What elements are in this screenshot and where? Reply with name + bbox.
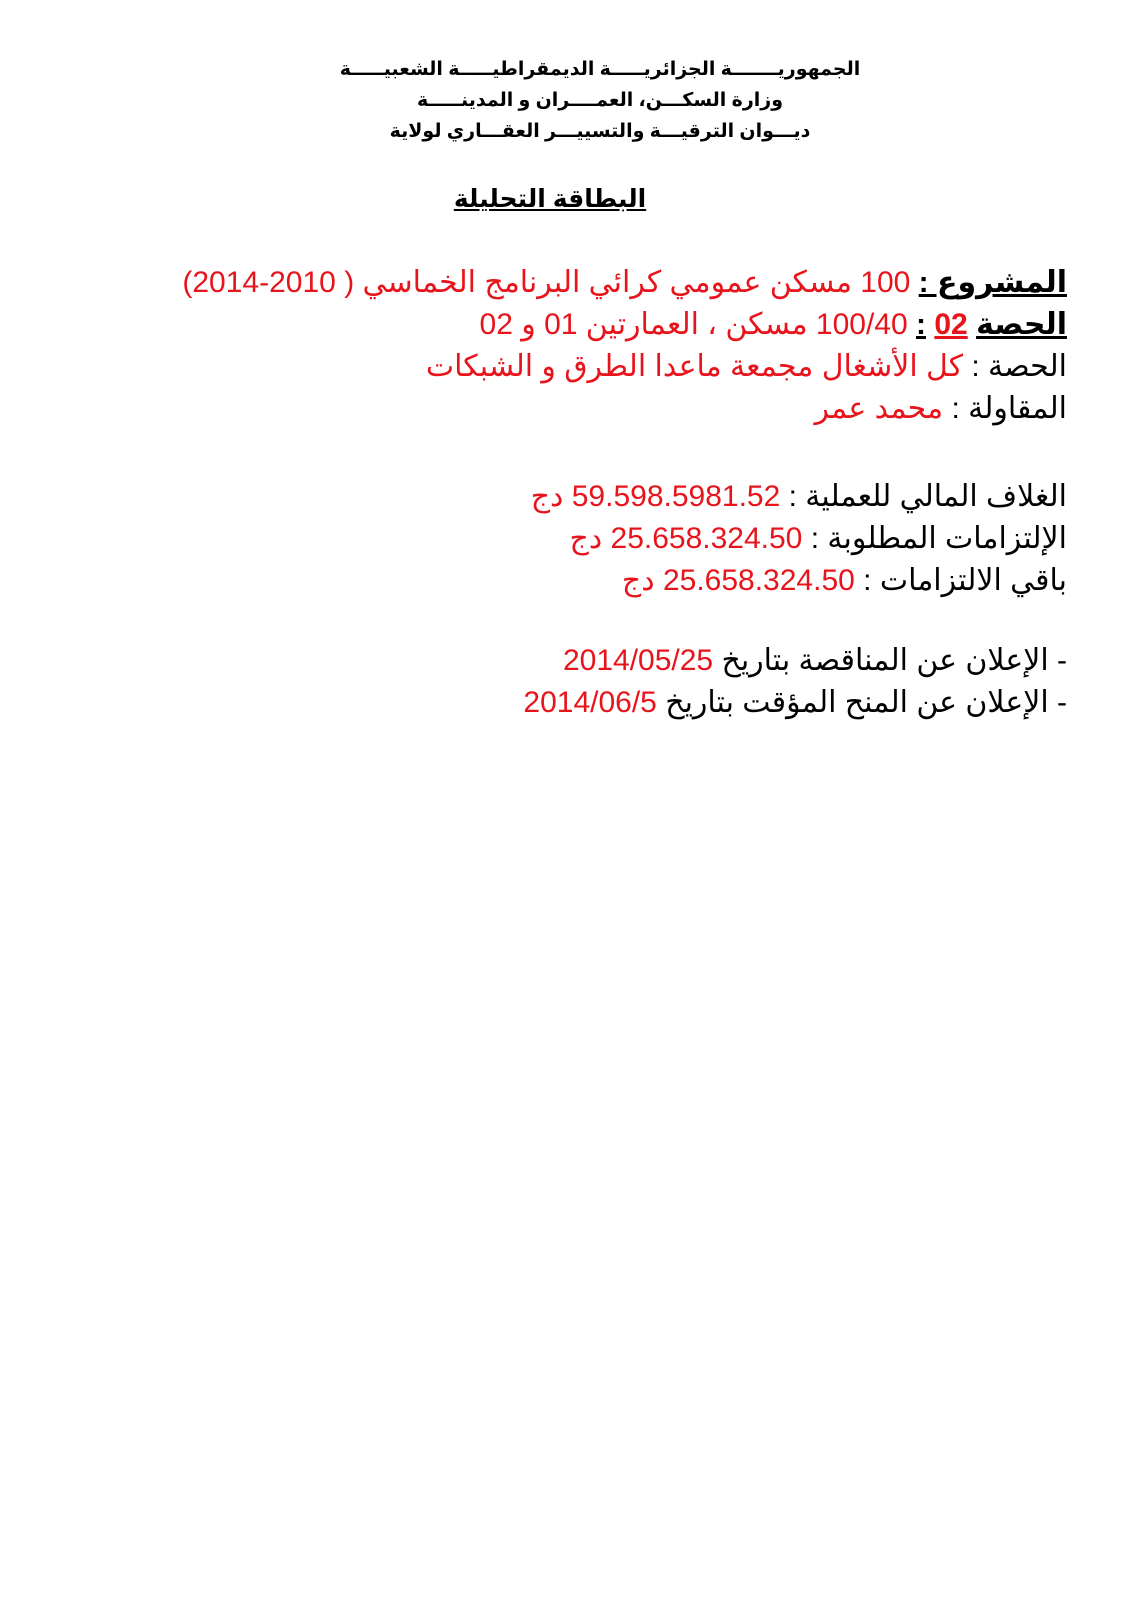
project-line	[67, 262, 1067, 304]
award-label: - الإعلان عن المنح المؤقت بتاريخ	[665, 686, 1067, 719]
project-info	[67, 262, 1067, 430]
tender-date: 2014/05/25	[562, 644, 714, 677]
lot-separator: :	[916, 308, 926, 341]
commitments-line	[67, 518, 1067, 560]
finance-info	[67, 476, 1067, 602]
document-title: البطاقة التحليلة	[453, 185, 647, 213]
lot-line	[67, 304, 1067, 346]
contractor-line	[67, 388, 1067, 430]
project-label: المشروع :	[918, 266, 1067, 299]
lot-detail-line	[67, 346, 1067, 388]
tender-announcement-line	[67, 640, 1067, 682]
letterhead	[300, 54, 900, 147]
project-value: 100 مسكن عمومي كرائي البرنامج الخماسي ( 2010-2014)	[182, 266, 911, 299]
envelope-label: الغلاف المالي للعملية :	[788, 480, 1067, 513]
envelope-line	[67, 476, 1067, 518]
award-date: 2014/06/5	[523, 686, 657, 719]
envelope-value: 59.598.5981.52 دج	[530, 480, 781, 513]
commitments-value: 25.658.324.50 دج	[569, 522, 803, 555]
lot-detail-label: الحصة :	[971, 350, 1067, 383]
contractor-value: محمد عمر	[814, 392, 944, 425]
letterhead-office: ديـــوان الترقيـــة والتسييـــر العقـــاري لولاية	[389, 121, 811, 142]
letterhead-ministry: وزارة السكـــن، العمــــران و المدينـــــة	[416, 90, 784, 111]
lot-number: 02	[934, 308, 968, 341]
commitments-label: الإلتزامات المطلوبة :	[810, 522, 1067, 555]
lot-value: 100/40 مسكن ، العمارتين 01 و 02	[479, 308, 908, 341]
tender-label: - الإعلان عن المناقصة بتاريخ	[721, 644, 1067, 677]
lot-detail-value: كل الأشغال مجمعة ماعدا الطرق و الشبكات	[425, 350, 964, 383]
award-announcement-line	[67, 682, 1067, 724]
remaining-label: باقي الالتزامات :	[863, 564, 1067, 597]
lot-label: الحصة	[976, 308, 1067, 341]
announcements	[67, 640, 1067, 724]
remaining-value: 25.658.324.50 دج	[621, 564, 855, 597]
remaining-line	[67, 560, 1067, 602]
contractor-label: المقاولة :	[951, 392, 1067, 425]
letterhead-republic: الجمهوريـــــــة الجزائريـــــة الديمقراطيـــــة الشعبيـــــة	[339, 59, 861, 80]
